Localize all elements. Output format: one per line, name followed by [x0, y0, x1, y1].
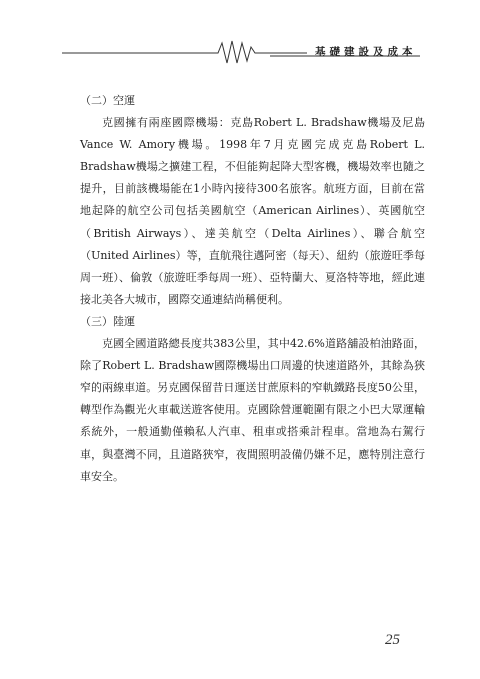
- section-heading-land-transport: （三）陸運: [80, 314, 135, 328]
- section-heading-air-transport: （二）空運: [80, 94, 135, 107]
- running-header: [0, 34, 480, 70]
- air-transport-paragraph: 克國擁有兩座國際機場：克島Robert L. Bradshaw機場及尼島Vance W. Amory機場。1998年7月克國完成克島Robert L. Bradshaw機場之擴建工程，不但能夠起降大型客機，機場效率也隨之提升，目前該機場能在1小時內接待300名旅客。航班方面，目前在當地起降的航空公司包括美國航空（American Airlines）、英國航空（British Airways）、達美航空（Delta Airlines）、聯合航空（United Airlines）等，直航飛往邁阿密（每天）、紐約（旅遊旺季每周一班）、倫敦（旅遊旺季每周一班）、亞特蘭大、夏洛特等地，經此連接北美各大城市，國際交通連結尚稱便利。: [80, 116, 425, 306]
- land-transport-paragraph: 克國全國道路總長度共383公里，其中42.6%道路舖設柏油路面，除了Robert L. Bradshaw國際機場出口周邊的快速道路外，其餘為狹窄的兩線車道。另克國保留昔日運送甘蔗原料的窄軌鐵路長度50公里，轉型作為觀光火車載送遊客使用。克國除營運範圍有限之小巴大眾運輸系統外，一般通勤僅賴私人汽車、租車或搭乘計程車。當地為右駕行車，與臺灣不同，且道路狹窄，夜間照明設備仍嫌不足，應特別注意行車安全。: [80, 337, 425, 483]
- page-number: 25: [385, 632, 400, 648]
- header-title: 基礎建設及成本: [315, 46, 417, 58]
- page-body: [80, 90, 425, 488]
